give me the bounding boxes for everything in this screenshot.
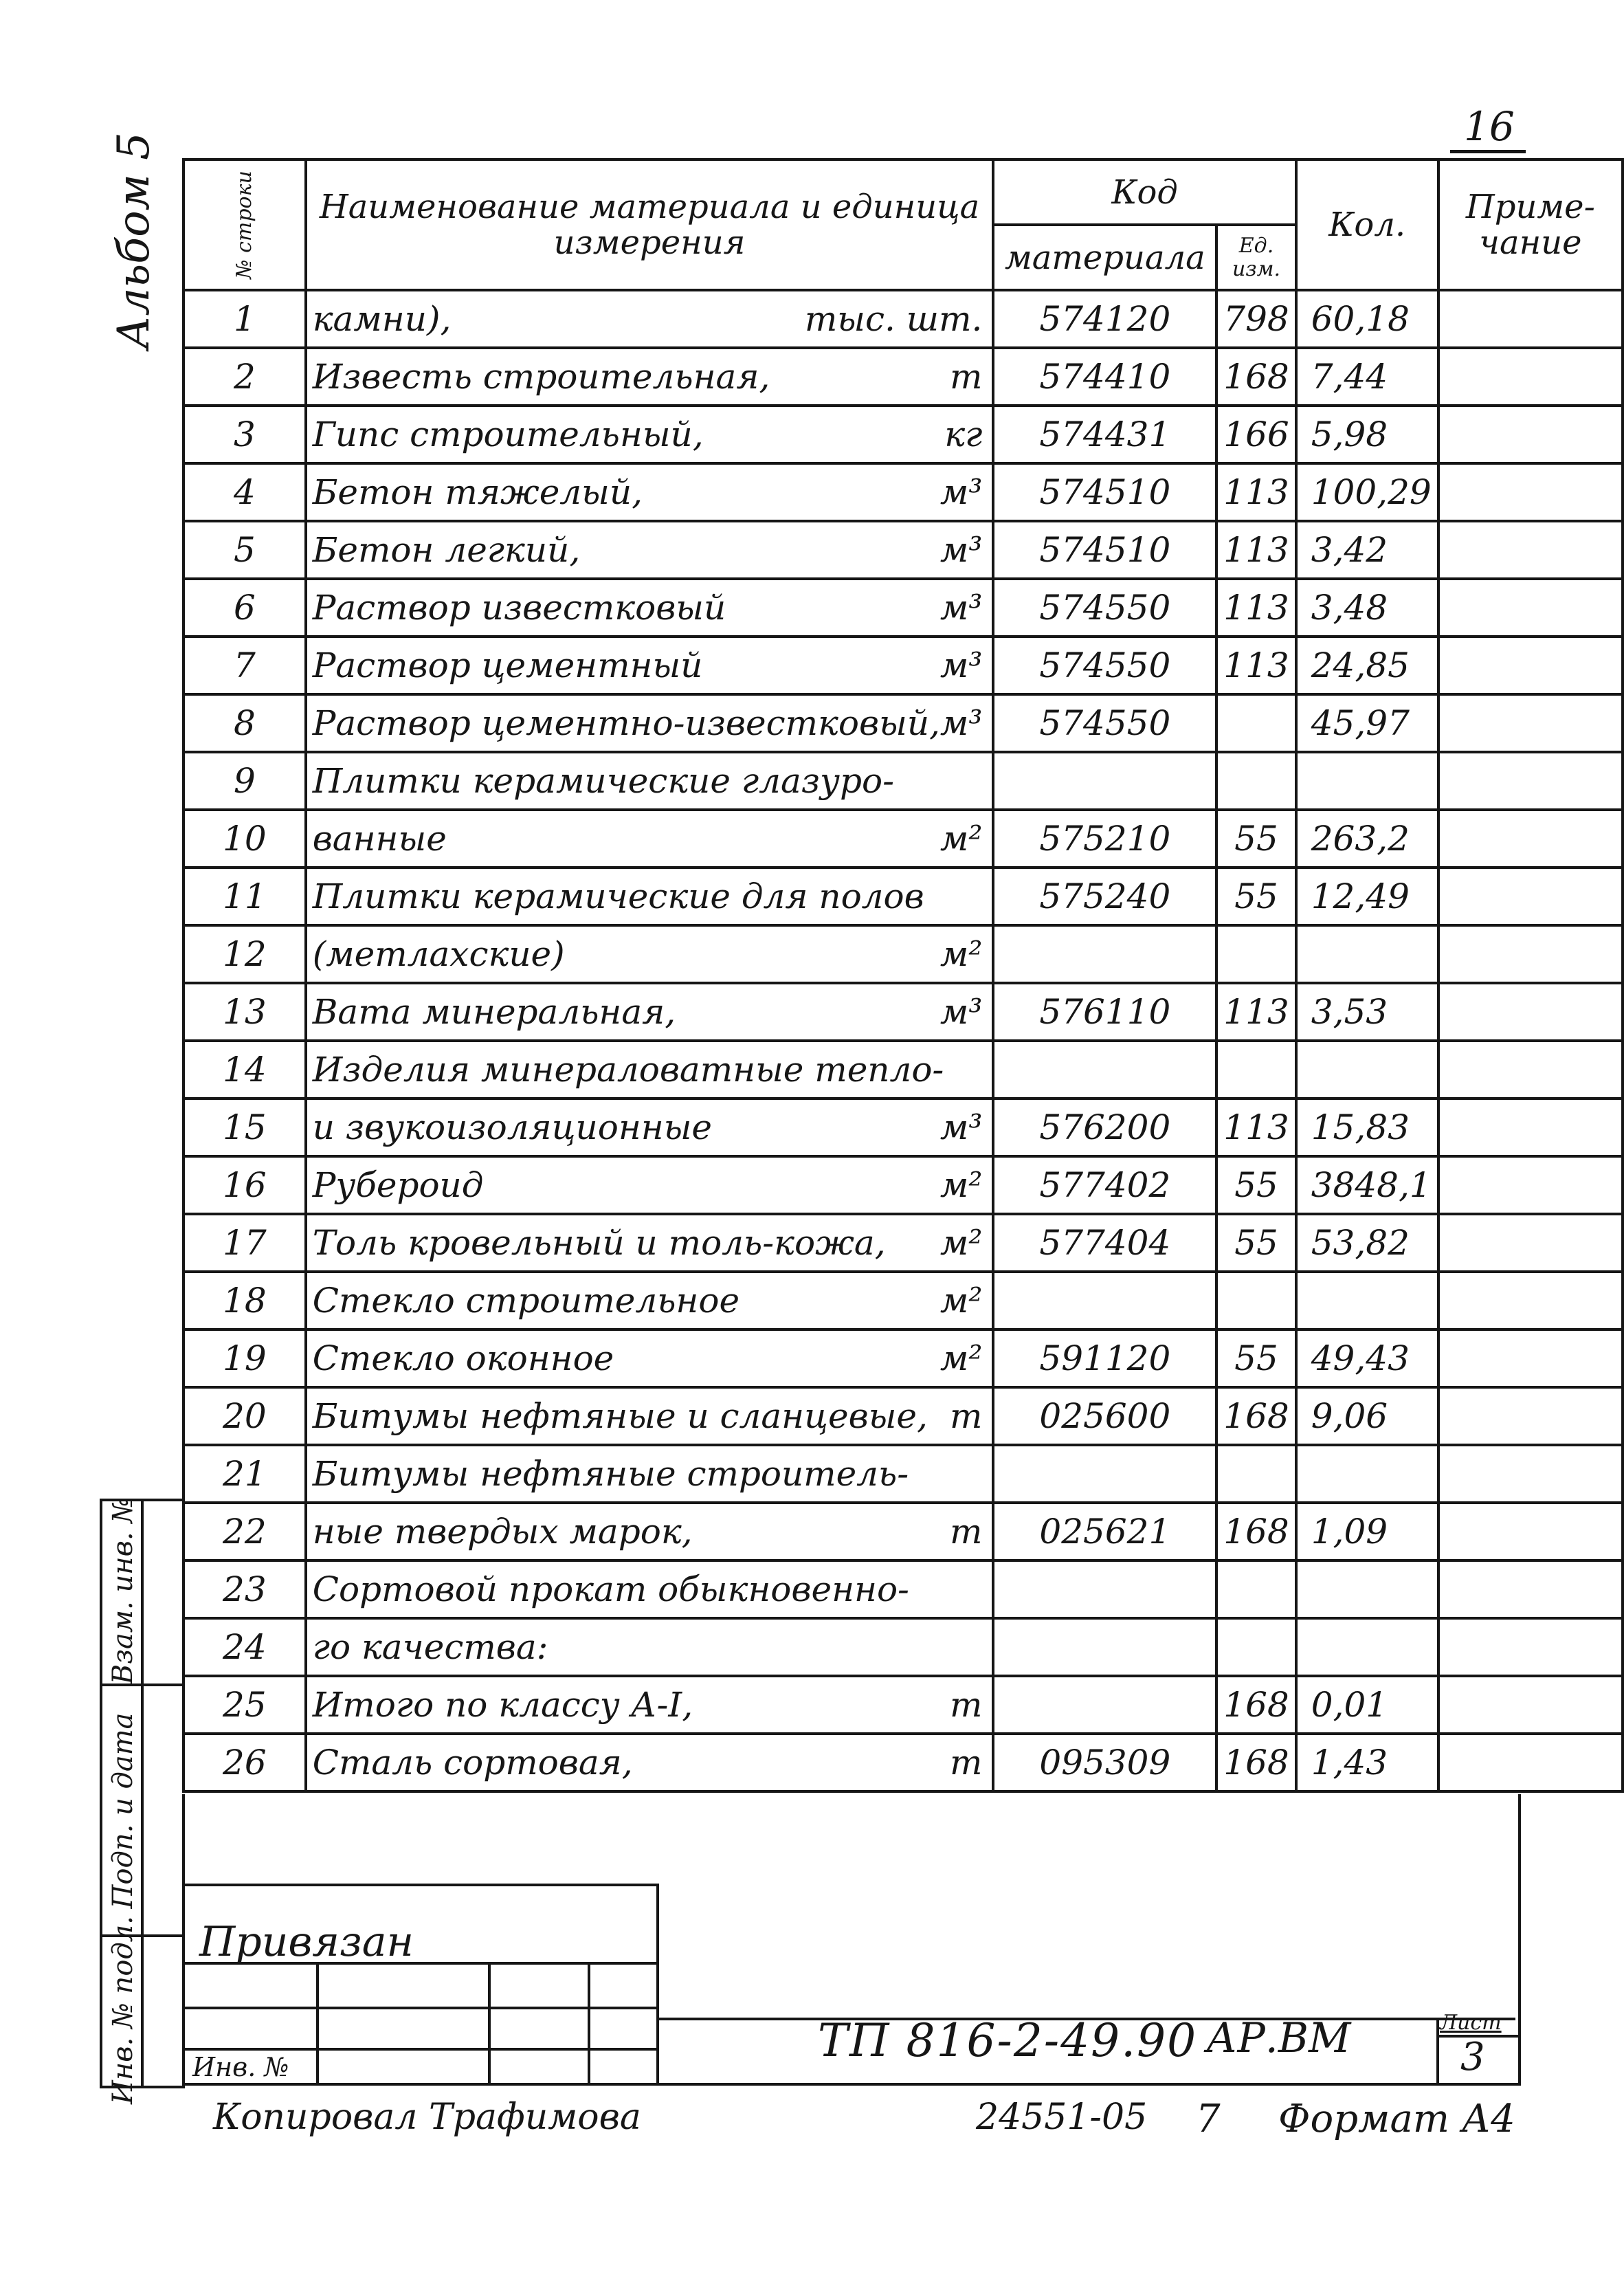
quantity: 45,97 <box>1296 694 1438 752</box>
table-row <box>183 983 1623 1041</box>
quantity: 5,98 <box>1296 406 1438 463</box>
measure-unit: м² <box>939 1223 983 1263</box>
material-name: Изделия минераловатные тепло- <box>312 1050 944 1090</box>
unit-code <box>1216 752 1295 810</box>
paper-format: Формат А4 <box>1278 2097 1515 2141</box>
quantity: 100,29 <box>1296 463 1438 521</box>
unit-code <box>1216 694 1295 752</box>
quantity: 24,85 <box>1296 637 1438 694</box>
quantity: 49,43 <box>1296 1329 1438 1387</box>
material-name: го качества: <box>312 1627 548 1667</box>
measure-unit: тыс. шт. <box>804 299 983 339</box>
note <box>1438 925 1623 983</box>
material-name: Битумы нефтяные и сланцевые, <box>312 1396 928 1436</box>
row-number: 12 <box>183 925 306 983</box>
row-number: 2 <box>183 348 306 406</box>
quantity: 12,49 <box>1296 868 1438 925</box>
measure-unit: м² <box>939 1281 983 1321</box>
row-number: 6 <box>183 579 306 637</box>
material-name-cell <box>306 810 994 868</box>
note <box>1438 637 1623 694</box>
material-code <box>993 1676 1216 1734</box>
material-code <box>993 1560 1216 1618</box>
table-row <box>183 1618 1623 1676</box>
unit-code: 55 <box>1216 1329 1295 1387</box>
unit-code: 113 <box>1216 637 1295 694</box>
header-row-no: № строки <box>183 159 306 290</box>
note <box>1438 868 1623 925</box>
material-name-cell <box>306 1676 994 1734</box>
table-row <box>183 290 1623 348</box>
note <box>1438 348 1623 406</box>
material-code: 575240 <box>993 868 1216 925</box>
header-code: Код <box>993 159 1295 225</box>
table-row <box>183 868 1623 925</box>
sheet-label: Лист <box>1440 2011 1502 2035</box>
header-qty: Кол. <box>1296 159 1438 290</box>
material-name: Рубероид <box>312 1165 484 1205</box>
note <box>1438 694 1623 752</box>
measure-unit: кг <box>944 415 983 454</box>
quantity: 53,82 <box>1296 1214 1438 1272</box>
material-code: 574120 <box>993 290 1216 348</box>
quantity: 3,42 <box>1296 521 1438 579</box>
material-code: 095309 <box>993 1734 1216 1791</box>
quantity <box>1296 1618 1438 1676</box>
table-row <box>183 1329 1623 1387</box>
unit-code: 168 <box>1216 1387 1295 1445</box>
row-number: 17 <box>183 1214 306 1272</box>
table-row <box>183 1041 1623 1099</box>
unit-code: 55 <box>1216 810 1295 868</box>
stamp-title: Привязан <box>199 1918 414 1966</box>
header-unit: Ед. изм. <box>1216 225 1295 290</box>
measure-unit: м³ <box>939 1107 983 1147</box>
quantity <box>1296 1560 1438 1618</box>
note <box>1438 752 1623 810</box>
material-name-cell <box>306 1734 994 1791</box>
material-name: Битумы нефтяные строитель- <box>312 1454 909 1494</box>
material-name: Бетон легкий, <box>312 530 581 570</box>
quantity: 0,01 <box>1296 1676 1438 1734</box>
row-number: 3 <box>183 406 306 463</box>
material-code: 574510 <box>993 521 1216 579</box>
measure-unit: м² <box>939 1338 983 1378</box>
row-number: 14 <box>183 1041 306 1099</box>
unit-code: 113 <box>1216 463 1295 521</box>
row-number: 24 <box>183 1618 306 1676</box>
material-name-cell <box>306 983 994 1041</box>
row-number: 20 <box>183 1387 306 1445</box>
unit-code <box>1216 1272 1295 1329</box>
quantity <box>1296 1041 1438 1099</box>
table-row <box>183 1099 1623 1156</box>
note <box>1438 1272 1623 1329</box>
material-code: 574431 <box>993 406 1216 463</box>
quantity: 60,18 <box>1296 290 1438 348</box>
material-name: Бетон тяжелый, <box>312 472 643 512</box>
table-row <box>183 1445 1623 1503</box>
unit-code <box>1216 1041 1295 1099</box>
measure-unit: м³ <box>939 703 983 743</box>
quantity: 1,43 <box>1296 1734 1438 1791</box>
quantity <box>1296 752 1438 810</box>
measure-unit: м³ <box>939 472 983 512</box>
row-number: 11 <box>183 868 306 925</box>
table-row <box>183 810 1623 868</box>
material-name: ные твердых марок, <box>312 1512 693 1552</box>
material-name-cell <box>306 1099 994 1156</box>
note <box>1438 1156 1623 1214</box>
material-code: 577402 <box>993 1156 1216 1214</box>
note <box>1438 1618 1623 1676</box>
quantity: 3,53 <box>1296 983 1438 1041</box>
note <box>1438 290 1623 348</box>
row-number: 22 <box>183 1503 306 1560</box>
note <box>1438 1041 1623 1099</box>
row-number: 4 <box>183 463 306 521</box>
materials-table <box>182 158 1624 1793</box>
side-strip <box>100 1497 185 2104</box>
note <box>1438 521 1623 579</box>
material-code <box>993 1041 1216 1099</box>
note <box>1438 1329 1623 1387</box>
table-row <box>183 1272 1623 1329</box>
sheet-number: 16 <box>1464 103 1515 150</box>
measure-unit: м³ <box>939 588 983 628</box>
material-code: 025600 <box>993 1387 1216 1445</box>
sheet-value: 3 <box>1460 2035 1485 2079</box>
material-name-cell <box>306 1560 994 1618</box>
material-name-cell <box>306 579 994 637</box>
measure-unit: т <box>950 1743 983 1782</box>
note <box>1438 406 1623 463</box>
measure-unit: м² <box>939 1165 983 1205</box>
row-number: 16 <box>183 1156 306 1214</box>
material-name: ванные <box>312 819 447 859</box>
material-name-cell <box>306 521 994 579</box>
replace-inv-label: Взам. инв. № <box>107 1497 139 1685</box>
material-name-cell <box>306 694 994 752</box>
material-name-cell <box>306 925 994 983</box>
material-name: Раствор цементный <box>312 645 703 685</box>
row-number: 15 <box>183 1099 306 1156</box>
page-number: 7 <box>1196 2097 1221 2141</box>
measure-unit: м³ <box>939 530 983 570</box>
material-name: камни), <box>312 299 452 339</box>
material-name: (метлахские) <box>312 934 565 974</box>
material-name-cell <box>306 1041 994 1099</box>
material-code <box>993 925 1216 983</box>
quantity: 7,44 <box>1296 348 1438 406</box>
unit-code: 168 <box>1216 348 1295 406</box>
table-row <box>183 463 1623 521</box>
row-number: 21 <box>183 1445 306 1503</box>
quantity <box>1296 1445 1438 1503</box>
material-code: 574550 <box>993 694 1216 752</box>
row-number: 13 <box>183 983 306 1041</box>
document-suffix: АР.ВМ <box>1206 2014 1351 2062</box>
material-code: 576110 <box>993 983 1216 1041</box>
material-code: 575210 <box>993 810 1216 868</box>
table-row <box>183 925 1623 983</box>
material-code <box>993 1272 1216 1329</box>
unit-code <box>1216 1618 1295 1676</box>
table-row <box>183 348 1623 406</box>
header-name: Наименование материала и единица измерения <box>306 159 994 290</box>
quantity: 3848,1 <box>1296 1156 1438 1214</box>
material-name-cell <box>306 637 994 694</box>
inv-orig-label: Инв. № подл. <box>107 1916 139 2104</box>
note <box>1438 1560 1623 1618</box>
material-name-cell <box>306 406 994 463</box>
material-code <box>993 1618 1216 1676</box>
quantity: 9,06 <box>1296 1387 1438 1445</box>
measure-unit: т <box>950 1512 983 1552</box>
quantity <box>1296 925 1438 983</box>
material-name-cell <box>306 1387 994 1445</box>
unit-code: 113 <box>1216 579 1295 637</box>
table-row <box>183 1214 1623 1272</box>
quantity: 1,09 <box>1296 1503 1438 1560</box>
material-name: Стекло строительное <box>312 1281 740 1321</box>
unit-code: 168 <box>1216 1676 1295 1734</box>
note <box>1438 1214 1623 1272</box>
row-number: 25 <box>183 1676 306 1734</box>
material-name-cell <box>306 1329 994 1387</box>
row-number: 8 <box>183 694 306 752</box>
row-number: 10 <box>183 810 306 868</box>
row-number: 5 <box>183 521 306 579</box>
material-name-cell <box>306 463 994 521</box>
material-code <box>993 752 1216 810</box>
material-name-cell <box>306 1445 994 1503</box>
material-name-cell <box>306 290 994 348</box>
note <box>1438 1676 1623 1734</box>
row-number: 7 <box>183 637 306 694</box>
unit-code: 168 <box>1216 1734 1295 1791</box>
material-name-cell <box>306 1503 994 1560</box>
unit-code: 166 <box>1216 406 1295 463</box>
note <box>1438 1099 1623 1156</box>
material-name-cell <box>306 1618 994 1676</box>
table-row <box>183 1503 1623 1560</box>
table-row <box>183 579 1623 637</box>
row-number: 18 <box>183 1272 306 1329</box>
unit-code: 113 <box>1216 521 1295 579</box>
album-label: Альбом 5 <box>109 132 159 349</box>
material-name-cell <box>306 1156 994 1214</box>
note <box>1438 1503 1623 1560</box>
material-code: 574410 <box>993 348 1216 406</box>
material-name-cell <box>306 1214 994 1272</box>
quantity: 15,83 <box>1296 1099 1438 1156</box>
unit-code: 55 <box>1216 1156 1295 1214</box>
header-material: материала <box>993 225 1216 290</box>
material-name: Плитки керамические глазуро- <box>312 761 895 801</box>
unit-code <box>1216 1445 1295 1503</box>
material-name-cell <box>306 868 994 925</box>
unit-code: 113 <box>1216 1099 1295 1156</box>
table-row <box>183 1734 1623 1791</box>
material-code <box>993 1445 1216 1503</box>
order-number: 24551-05 <box>976 2097 1148 2138</box>
quantity <box>1296 1272 1438 1329</box>
material-code: 574550 <box>993 637 1216 694</box>
material-code: 574550 <box>993 579 1216 637</box>
unit-code <box>1216 925 1295 983</box>
table-row <box>183 694 1623 752</box>
material-name-cell <box>306 752 994 810</box>
measure-unit: т <box>950 1396 983 1436</box>
material-name-cell <box>306 348 994 406</box>
note <box>1438 1445 1623 1503</box>
note <box>1438 810 1623 868</box>
measure-unit: т <box>950 1685 983 1725</box>
table-row <box>183 1387 1623 1445</box>
table-row <box>183 752 1623 810</box>
unit-code: 113 <box>1216 983 1295 1041</box>
material-name: Сталь сортовая, <box>312 1743 633 1782</box>
material-code: 025621 <box>993 1503 1216 1560</box>
unit-code <box>1216 1560 1295 1618</box>
row-number: 1 <box>183 290 306 348</box>
material-name: Гипс строительный, <box>312 415 704 454</box>
material-name: Толь кровельный и толь-кожа, <box>312 1223 886 1263</box>
material-name: Сортовой прокат обыкновенно- <box>312 1569 909 1609</box>
table-row <box>183 406 1623 463</box>
row-number: 9 <box>183 752 306 810</box>
note <box>1438 1387 1623 1445</box>
measure-unit: м² <box>939 934 983 974</box>
material-name: Плитки керамические для полов <box>312 876 924 916</box>
material-name-cell <box>306 1272 994 1329</box>
unit-code: 798 <box>1216 290 1295 348</box>
material-name: и звукоизоляционные <box>312 1107 713 1147</box>
material-name: Раствор известковый <box>312 588 726 628</box>
quantity: 263,2 <box>1296 810 1438 868</box>
material-name: Раствор цементно-известковый, <box>312 703 940 743</box>
material-code: 591120 <box>993 1329 1216 1387</box>
table-row <box>183 637 1623 694</box>
table-row <box>183 1676 1623 1734</box>
material-code: 577404 <box>993 1214 1216 1272</box>
material-code: 576200 <box>993 1099 1216 1156</box>
row-number: 23 <box>183 1560 306 1618</box>
copied-by: Копировал Трафимова <box>213 2097 641 2138</box>
note <box>1438 463 1623 521</box>
unit-code: 55 <box>1216 868 1295 925</box>
material-name: Вата минеральная, <box>312 992 676 1032</box>
table-row <box>183 1560 1623 1618</box>
measure-unit: м³ <box>939 992 983 1032</box>
sign-date-label: Подп. и дата <box>107 1712 139 1909</box>
measure-unit: м³ <box>939 645 983 685</box>
unit-code: 55 <box>1216 1214 1295 1272</box>
row-number: 26 <box>183 1734 306 1791</box>
unit-code: 168 <box>1216 1503 1295 1560</box>
stamp-inv-label: Инв. № <box>192 2052 289 2082</box>
sheet-number-underline <box>1450 150 1526 153</box>
material-code: 574510 <box>993 463 1216 521</box>
quantity: 3,48 <box>1296 579 1438 637</box>
note <box>1438 1734 1623 1791</box>
header-note: Приме- чание <box>1438 159 1623 290</box>
measure-unit: т <box>950 357 983 397</box>
table-row <box>183 521 1623 579</box>
material-name: Известь строительная, <box>312 357 770 397</box>
note <box>1438 579 1623 637</box>
row-number: 19 <box>183 1329 306 1387</box>
material-name: Стекло оконное <box>312 1338 614 1378</box>
table-row <box>183 1156 1623 1214</box>
measure-unit: м² <box>939 819 983 859</box>
note <box>1438 983 1623 1041</box>
document-code: ТП 816-2-49.90 <box>818 2014 1198 2067</box>
material-name: Итого по классу А-I, <box>312 1685 693 1725</box>
